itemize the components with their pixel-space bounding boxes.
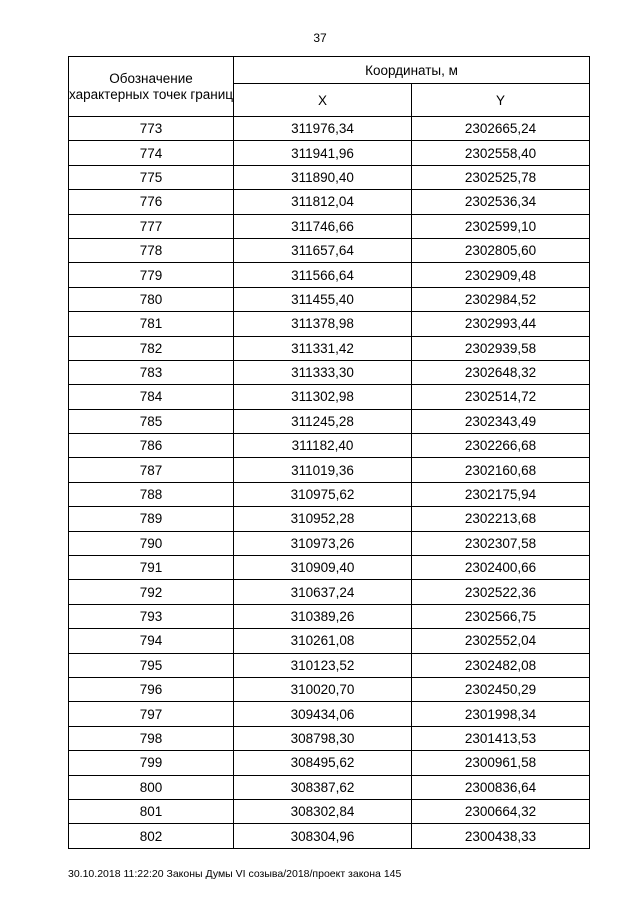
x-coordinate-cell: 308495,62 <box>234 751 412 775</box>
y-coordinate-cell: 2302665,24 <box>412 117 590 141</box>
point-cell: 795 <box>69 653 234 677</box>
x-coordinate-cell: 311657,64 <box>234 238 412 262</box>
table-row <box>69 482 590 506</box>
y-coordinate-cell: 2302343,49 <box>412 409 590 433</box>
x-coordinate-cell: 310389,26 <box>234 604 412 628</box>
table-row <box>69 824 590 848</box>
y-coordinate-cell: 2300438,33 <box>412 824 590 848</box>
x-coordinate-cell: 310261,08 <box>234 629 412 653</box>
x-coordinate-cell: 310975,62 <box>234 482 412 506</box>
table-row <box>69 385 590 409</box>
point-cell: 798 <box>69 726 234 750</box>
y-coordinate-cell: 2302266,68 <box>412 434 590 458</box>
y-coordinate-cell: 2302450,29 <box>412 677 590 701</box>
point-cell: 779 <box>69 263 234 287</box>
x-coordinate-cell: 308387,62 <box>234 775 412 799</box>
x-coordinate-cell: 311566,64 <box>234 263 412 287</box>
table-row <box>69 751 590 775</box>
table-row <box>69 702 590 726</box>
x-coordinate-cell: 308304,96 <box>234 824 412 848</box>
table-row <box>69 336 590 360</box>
point-cell: 780 <box>69 287 234 311</box>
point-cell: 777 <box>69 214 234 238</box>
point-cell: 790 <box>69 531 234 555</box>
table-row <box>69 190 590 214</box>
point-cell: 802 <box>69 824 234 848</box>
point-cell: 788 <box>69 482 234 506</box>
header-x: X <box>234 84 412 117</box>
x-coordinate-cell: 311890,40 <box>234 165 412 189</box>
x-coordinate-cell: 311976,34 <box>234 117 412 141</box>
y-coordinate-cell: 2301413,53 <box>412 726 590 750</box>
x-coordinate-cell: 308302,84 <box>234 799 412 823</box>
point-cell: 786 <box>69 434 234 458</box>
table-header-row <box>69 57 590 84</box>
table-row <box>69 263 590 287</box>
x-coordinate-cell: 311455,40 <box>234 287 412 311</box>
point-cell: 794 <box>69 629 234 653</box>
point-cell: 783 <box>69 360 234 384</box>
table-row <box>69 580 590 604</box>
table-row <box>69 531 590 555</box>
y-coordinate-cell: 2302525,78 <box>412 165 590 189</box>
y-coordinate-cell: 2300961,58 <box>412 751 590 775</box>
x-coordinate-cell: 311302,98 <box>234 385 412 409</box>
y-coordinate-cell: 2302482,08 <box>412 653 590 677</box>
y-coordinate-cell: 2302307,58 <box>412 531 590 555</box>
point-cell: 782 <box>69 336 234 360</box>
header-coordinates: Координаты, м <box>234 57 590 84</box>
y-coordinate-cell: 2302558,40 <box>412 141 590 165</box>
x-coordinate-cell: 310123,52 <box>234 653 412 677</box>
x-coordinate-cell: 310020,70 <box>234 677 412 701</box>
y-coordinate-cell: 2302175,94 <box>412 482 590 506</box>
y-coordinate-cell: 2302522,36 <box>412 580 590 604</box>
table-row <box>69 775 590 799</box>
table-row <box>69 434 590 458</box>
table-row <box>69 360 590 384</box>
header-y: Y <box>412 84 590 117</box>
x-coordinate-cell: 311333,30 <box>234 360 412 384</box>
table-row <box>69 726 590 750</box>
y-coordinate-cell: 2302805,60 <box>412 238 590 262</box>
y-coordinate-cell: 2302160,68 <box>412 458 590 482</box>
y-coordinate-cell: 2302213,68 <box>412 507 590 531</box>
x-coordinate-cell: 308798,30 <box>234 726 412 750</box>
table-row <box>69 312 590 336</box>
y-coordinate-cell: 2302984,52 <box>412 287 590 311</box>
table-row <box>69 214 590 238</box>
y-coordinate-cell: 2302599,10 <box>412 214 590 238</box>
table-row <box>69 677 590 701</box>
point-cell: 775 <box>69 165 234 189</box>
x-coordinate-cell: 310952,28 <box>234 507 412 531</box>
header-point-designation: Обозначение характерных точек границ <box>69 57 234 117</box>
point-cell: 776 <box>69 190 234 214</box>
y-coordinate-cell: 2301998,34 <box>412 702 590 726</box>
point-cell: 778 <box>69 238 234 262</box>
point-cell: 785 <box>69 409 234 433</box>
x-coordinate-cell: 311378,98 <box>234 312 412 336</box>
table-body <box>69 117 590 849</box>
table-row <box>69 604 590 628</box>
table-row <box>69 141 590 165</box>
table-row <box>69 409 590 433</box>
y-coordinate-cell: 2302536,34 <box>412 190 590 214</box>
point-cell: 792 <box>69 580 234 604</box>
y-coordinate-cell: 2302514,72 <box>412 385 590 409</box>
point-cell: 797 <box>69 702 234 726</box>
table-row <box>69 165 590 189</box>
point-cell: 791 <box>69 556 234 580</box>
point-cell: 787 <box>69 458 234 482</box>
y-coordinate-cell: 2300664,32 <box>412 799 590 823</box>
point-cell: 793 <box>69 604 234 628</box>
y-coordinate-cell: 2302648,32 <box>412 360 590 384</box>
table-row <box>69 238 590 262</box>
table-row <box>69 653 590 677</box>
x-coordinate-cell: 311812,04 <box>234 190 412 214</box>
x-coordinate-cell: 310909,40 <box>234 556 412 580</box>
table-row <box>69 287 590 311</box>
footer-text: 30.10.2018 11:22:20 Законы Думы VI созыва/2018/проект закона 145 <box>68 868 402 880</box>
point-cell: 789 <box>69 507 234 531</box>
point-cell: 801 <box>69 799 234 823</box>
x-coordinate-cell: 311019,36 <box>234 458 412 482</box>
x-coordinate-cell: 311941,96 <box>234 141 412 165</box>
point-cell: 799 <box>69 751 234 775</box>
x-coordinate-cell: 311746,66 <box>234 214 412 238</box>
point-cell: 796 <box>69 677 234 701</box>
y-coordinate-cell: 2302909,48 <box>412 263 590 287</box>
y-coordinate-cell: 2302552,04 <box>412 629 590 653</box>
point-cell: 800 <box>69 775 234 799</box>
x-coordinate-cell: 309434,06 <box>234 702 412 726</box>
coordinates-table <box>68 56 590 849</box>
y-coordinate-cell: 2300836,64 <box>412 775 590 799</box>
table-row <box>69 799 590 823</box>
table-row <box>69 556 590 580</box>
point-cell: 781 <box>69 312 234 336</box>
table-row <box>69 117 590 141</box>
point-cell: 784 <box>69 385 234 409</box>
page-number: 37 <box>313 31 327 45</box>
point-cell: 774 <box>69 141 234 165</box>
y-coordinate-cell: 2302939,58 <box>412 336 590 360</box>
x-coordinate-cell: 311245,28 <box>234 409 412 433</box>
x-coordinate-cell: 310637,24 <box>234 580 412 604</box>
table-row <box>69 507 590 531</box>
y-coordinate-cell: 2302400,66 <box>412 556 590 580</box>
x-coordinate-cell: 310973,26 <box>234 531 412 555</box>
table-row <box>69 458 590 482</box>
y-coordinate-cell: 2302993,44 <box>412 312 590 336</box>
x-coordinate-cell: 311182,40 <box>234 434 412 458</box>
table-row <box>69 629 590 653</box>
y-coordinate-cell: 2302566,75 <box>412 604 590 628</box>
point-cell: 773 <box>69 117 234 141</box>
x-coordinate-cell: 311331,42 <box>234 336 412 360</box>
